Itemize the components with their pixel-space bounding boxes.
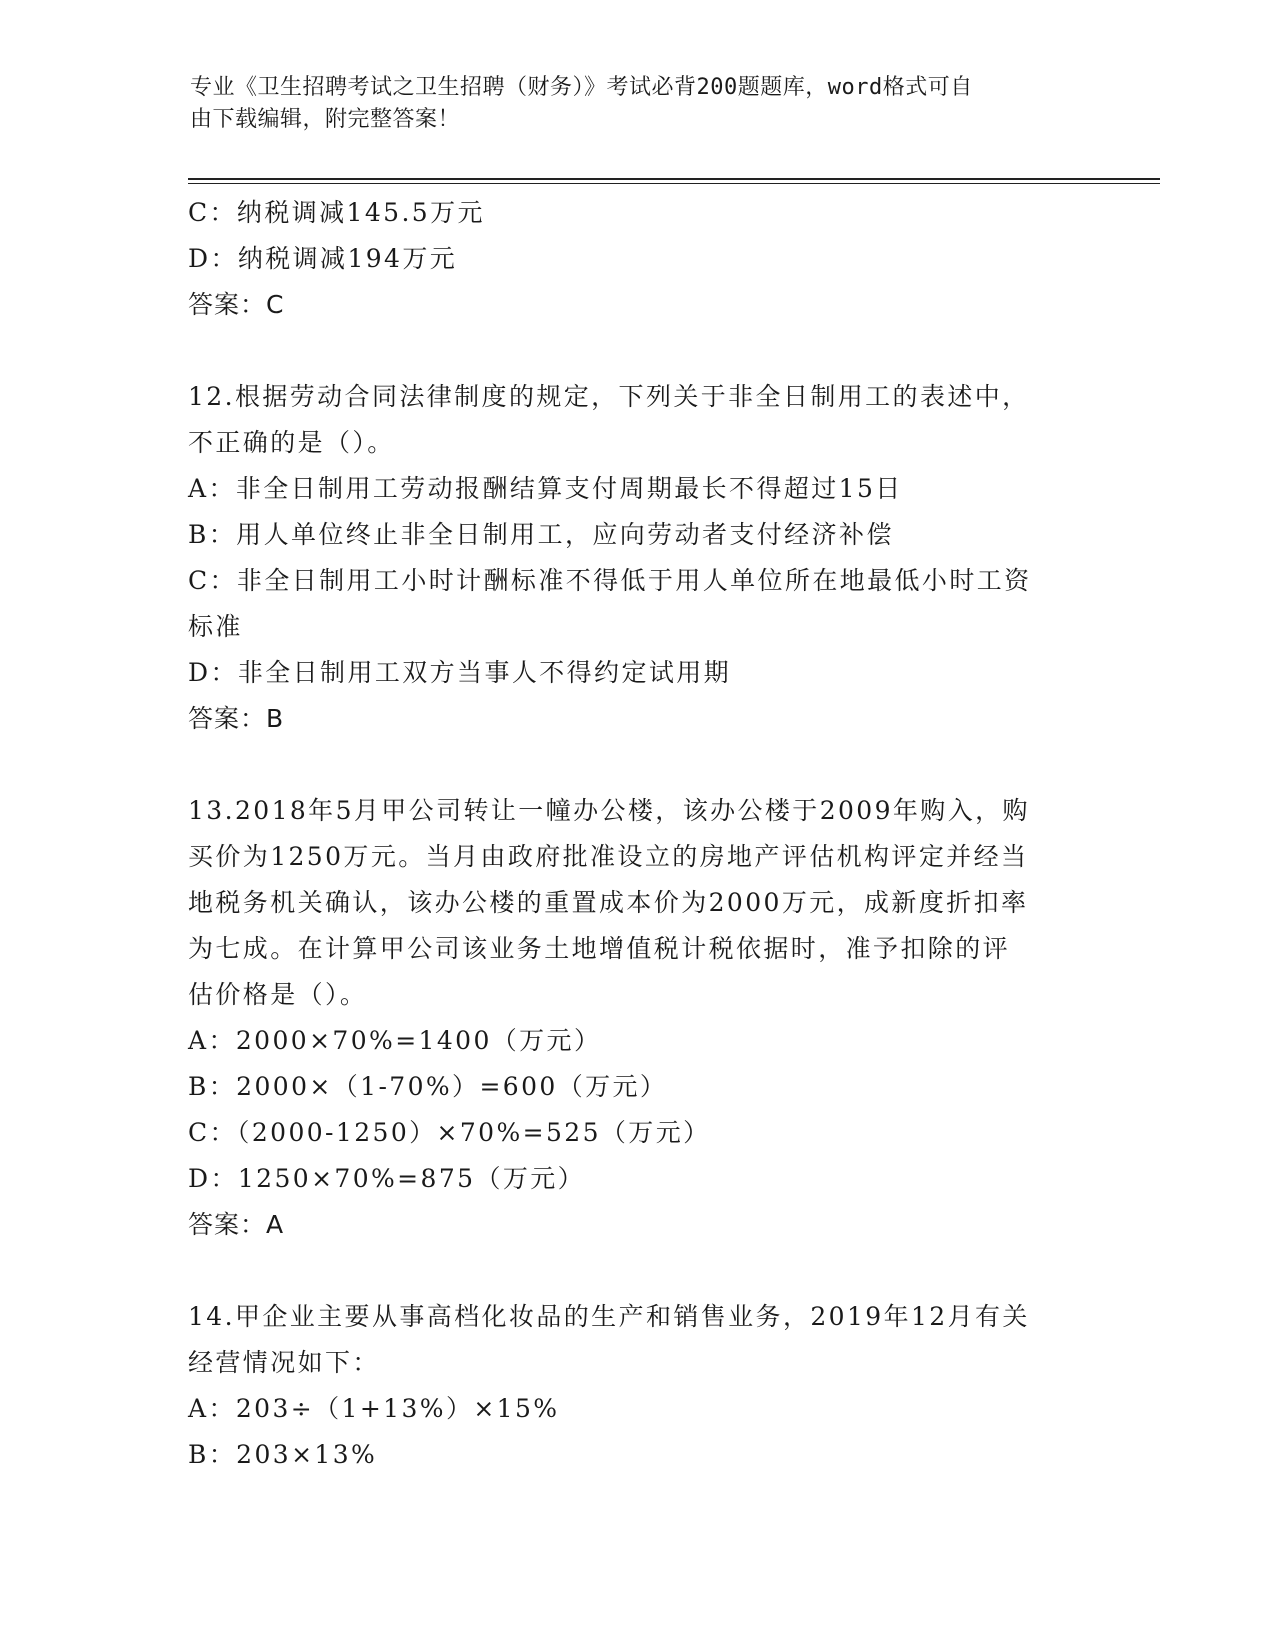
option-b: B：2000×（1-70%）=600（万元）	[188, 1072, 668, 1101]
option-d: D：纳税调减194万元	[188, 244, 458, 273]
option-a: A：2000×70%=1400（万元）	[188, 1026, 602, 1055]
answer-line: 答案：A	[188, 1210, 285, 1239]
header-line-2: 由下载编辑，附完整答案！	[190, 107, 461, 132]
question-12	[188, 374, 1088, 742]
question-stem-line: 13.2018年5月甲公司转让一幢办公楼，该办公楼于2009年购入，购	[188, 796, 1030, 825]
option-d: D：1250×70%=875（万元）	[188, 1164, 586, 1193]
question-stem-line: 经营情况如下：	[188, 1348, 380, 1377]
option-c: C：纳税调减145.5万元	[188, 198, 485, 227]
question-stem-line: 不正确的是（）。	[188, 428, 395, 457]
option-d: D：非全日制用工双方当事人不得约定试用期	[188, 658, 732, 687]
question-14	[188, 1294, 1088, 1478]
option-b: B：用人单位终止非全日制用工，应向劳动者支付经济补偿	[188, 520, 894, 549]
question-stem-line: 买价为1250万元。当月由政府批准设立的房地产评估机构评定并经当	[188, 842, 1029, 871]
question-13	[188, 788, 1088, 1248]
question-stem-line: 12.根据劳动合同法律制度的规定，下列关于非全日制用工的表述中，	[188, 382, 1030, 411]
header-line-1: 专业《卫生招聘考试之卫生招聘（财务）》考试必背200题题库，word格式可自	[190, 75, 973, 100]
question-stem-line: 14.甲企业主要从事高档化妆品的生产和销售业务，2019年12月有关	[188, 1302, 1030, 1331]
answer-line: 答案：B	[188, 704, 285, 733]
carryover-block	[188, 190, 1088, 328]
question-stem-line: 估价格是（）。	[188, 980, 368, 1009]
header-divider-thin	[188, 183, 1160, 184]
option-c: C：非全日制用工小时计酬标准不得低于用人单位所在地最低小时工资	[188, 566, 1032, 595]
option-a: A：非全日制用工劳动报酬结算支付周期最长不得超过15日	[188, 474, 903, 503]
document-header	[190, 72, 1070, 136]
document-body	[188, 190, 1088, 1478]
header-divider-thick	[188, 178, 1160, 180]
option-b: B：203×13%	[188, 1440, 378, 1469]
question-stem-line: 地税务机关确认，该办公楼的重置成本价为2000万元，成新度折扣率	[188, 888, 1029, 917]
option-c: C：（2000-1250）×70%=525（万元）	[188, 1118, 711, 1147]
answer-line: 答案：C	[188, 290, 285, 319]
option-a: A：203÷（1+13%）×15%	[188, 1394, 560, 1423]
option-c-continued: 标准	[188, 612, 243, 641]
question-stem-line: 为七成。在计算甲公司该业务土地增值税计税依据时，准予扣除的评	[188, 934, 1011, 963]
